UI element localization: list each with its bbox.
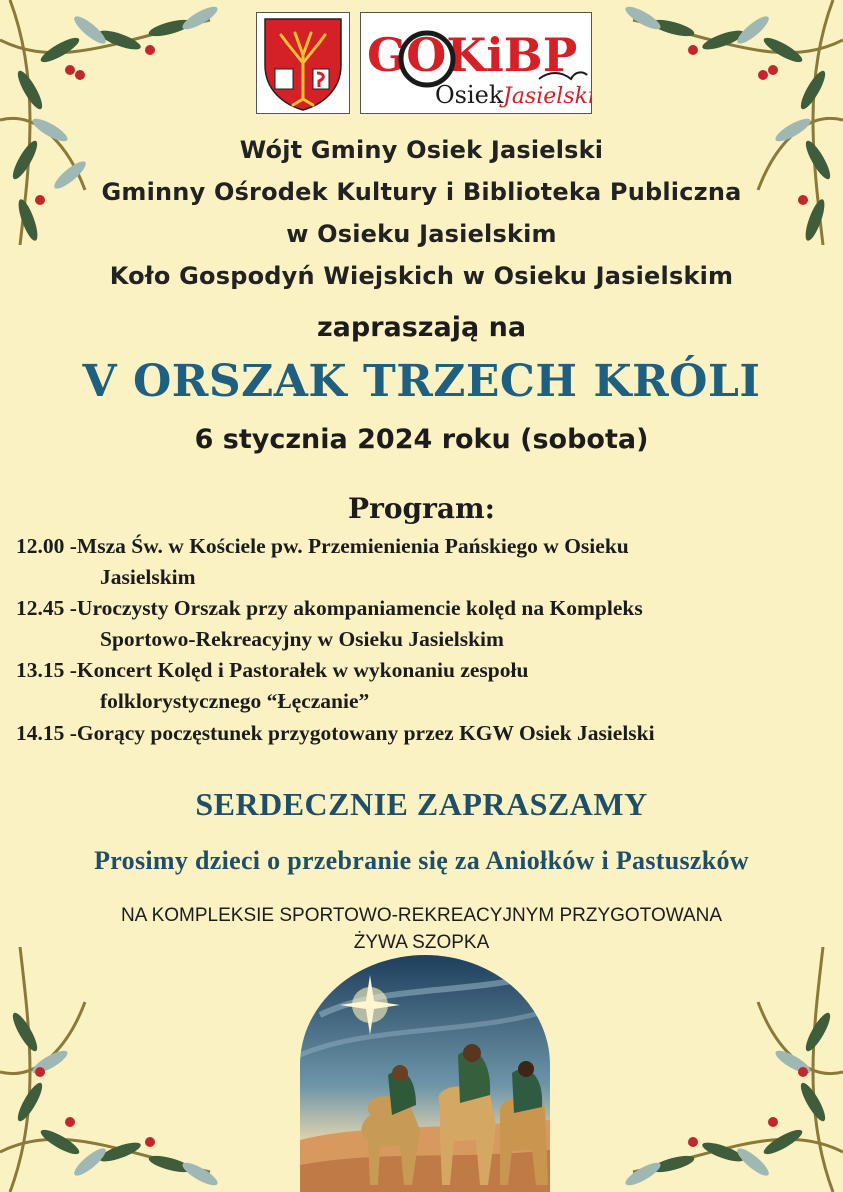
pine-branch-top-left-decoration: [0, 0, 250, 250]
municipality-coat-of-arms: [256, 12, 350, 114]
program-item: [16, 655, 831, 717]
program-item-text: Uroczysty Orszak przy akompaniamencie kolęd na Kompleks: [76, 596, 643, 620]
nativity-note: [0, 902, 843, 956]
program-item-text-continued: Sportowo-Rekreacyjny w Osieku Jasielskim: [100, 627, 504, 651]
program-item-time: 13.15 -: [16, 658, 77, 682]
program-item-text: Koncert Kolęd i Pastorałek w wykonaniu zespołu: [76, 658, 529, 682]
organizer-line-4: Koło Gospodyń Wiejskich w Osieku Jasielskim: [109, 262, 734, 290]
program-heading: Program:: [348, 492, 495, 525]
coat-of-arms-icon: [257, 13, 349, 113]
program-item: [16, 718, 831, 749]
event-title: V ORSZAK TRZECH KRÓLI: [82, 356, 761, 407]
pine-branch-bottom-right-decoration: [593, 942, 843, 1192]
three-kings-illustration: [300, 955, 550, 1192]
program-item-time: 12.00 -: [16, 534, 77, 558]
pine-branch-bottom-left-decoration: [0, 942, 250, 1192]
pine-branch-top-right-decoration: [593, 0, 843, 250]
organizer-line-3: w Osieku Jasielskim: [286, 220, 557, 248]
gokibp-logo-script-text: Jasielski: [503, 84, 591, 109]
organizer-line-2: Gminny Ośrodek Kultury i Biblioteka Publiczna: [101, 178, 742, 206]
organizer-line-1: Wójt Gminy Osiek Jasielski: [239, 136, 604, 164]
program-item-text-continued: Jasielskim: [100, 565, 196, 589]
program-item-text: Msza Św. w Kościele pw. Przemienienia Pańskiego w Osieku: [76, 534, 629, 558]
program-item: [16, 531, 831, 593]
gokibp-logo-main-text: GOKiBP: [367, 28, 578, 82]
nativity-note-line-1: NA KOMPLEKSIE SPORTOWO-REKREACYJNYM PRZYGOTOWANA: [120, 905, 723, 926]
closing-invitation: SERDECZNIE ZAPRASZAMY: [195, 786, 648, 822]
program-item-time: 14.15 -: [16, 721, 77, 745]
program-item-time: 12.45 -: [16, 596, 77, 620]
gokibp-logo-sub-text: Osiek: [435, 81, 504, 109]
gokibp-logo: [360, 12, 592, 114]
program-item-text: Gorący poczęstunek przygotowany przez KGW Osiek Jasielski: [76, 721, 655, 745]
event-date: 6 stycznia 2024 roku (sobota): [194, 424, 649, 455]
gokibp-logo-graphic: [361, 13, 591, 113]
program-item: [16, 593, 831, 655]
program-item-text-continued: folklorystycznego “Łęczanie”: [100, 689, 370, 713]
children-request: Prosimy dzieci o przebranie się za Aniołków i Pastuszków: [94, 846, 749, 875]
invite-line: zapraszają na: [316, 312, 527, 343]
nativity-note-line-2: ŻYWA SZOPKA: [353, 932, 490, 953]
